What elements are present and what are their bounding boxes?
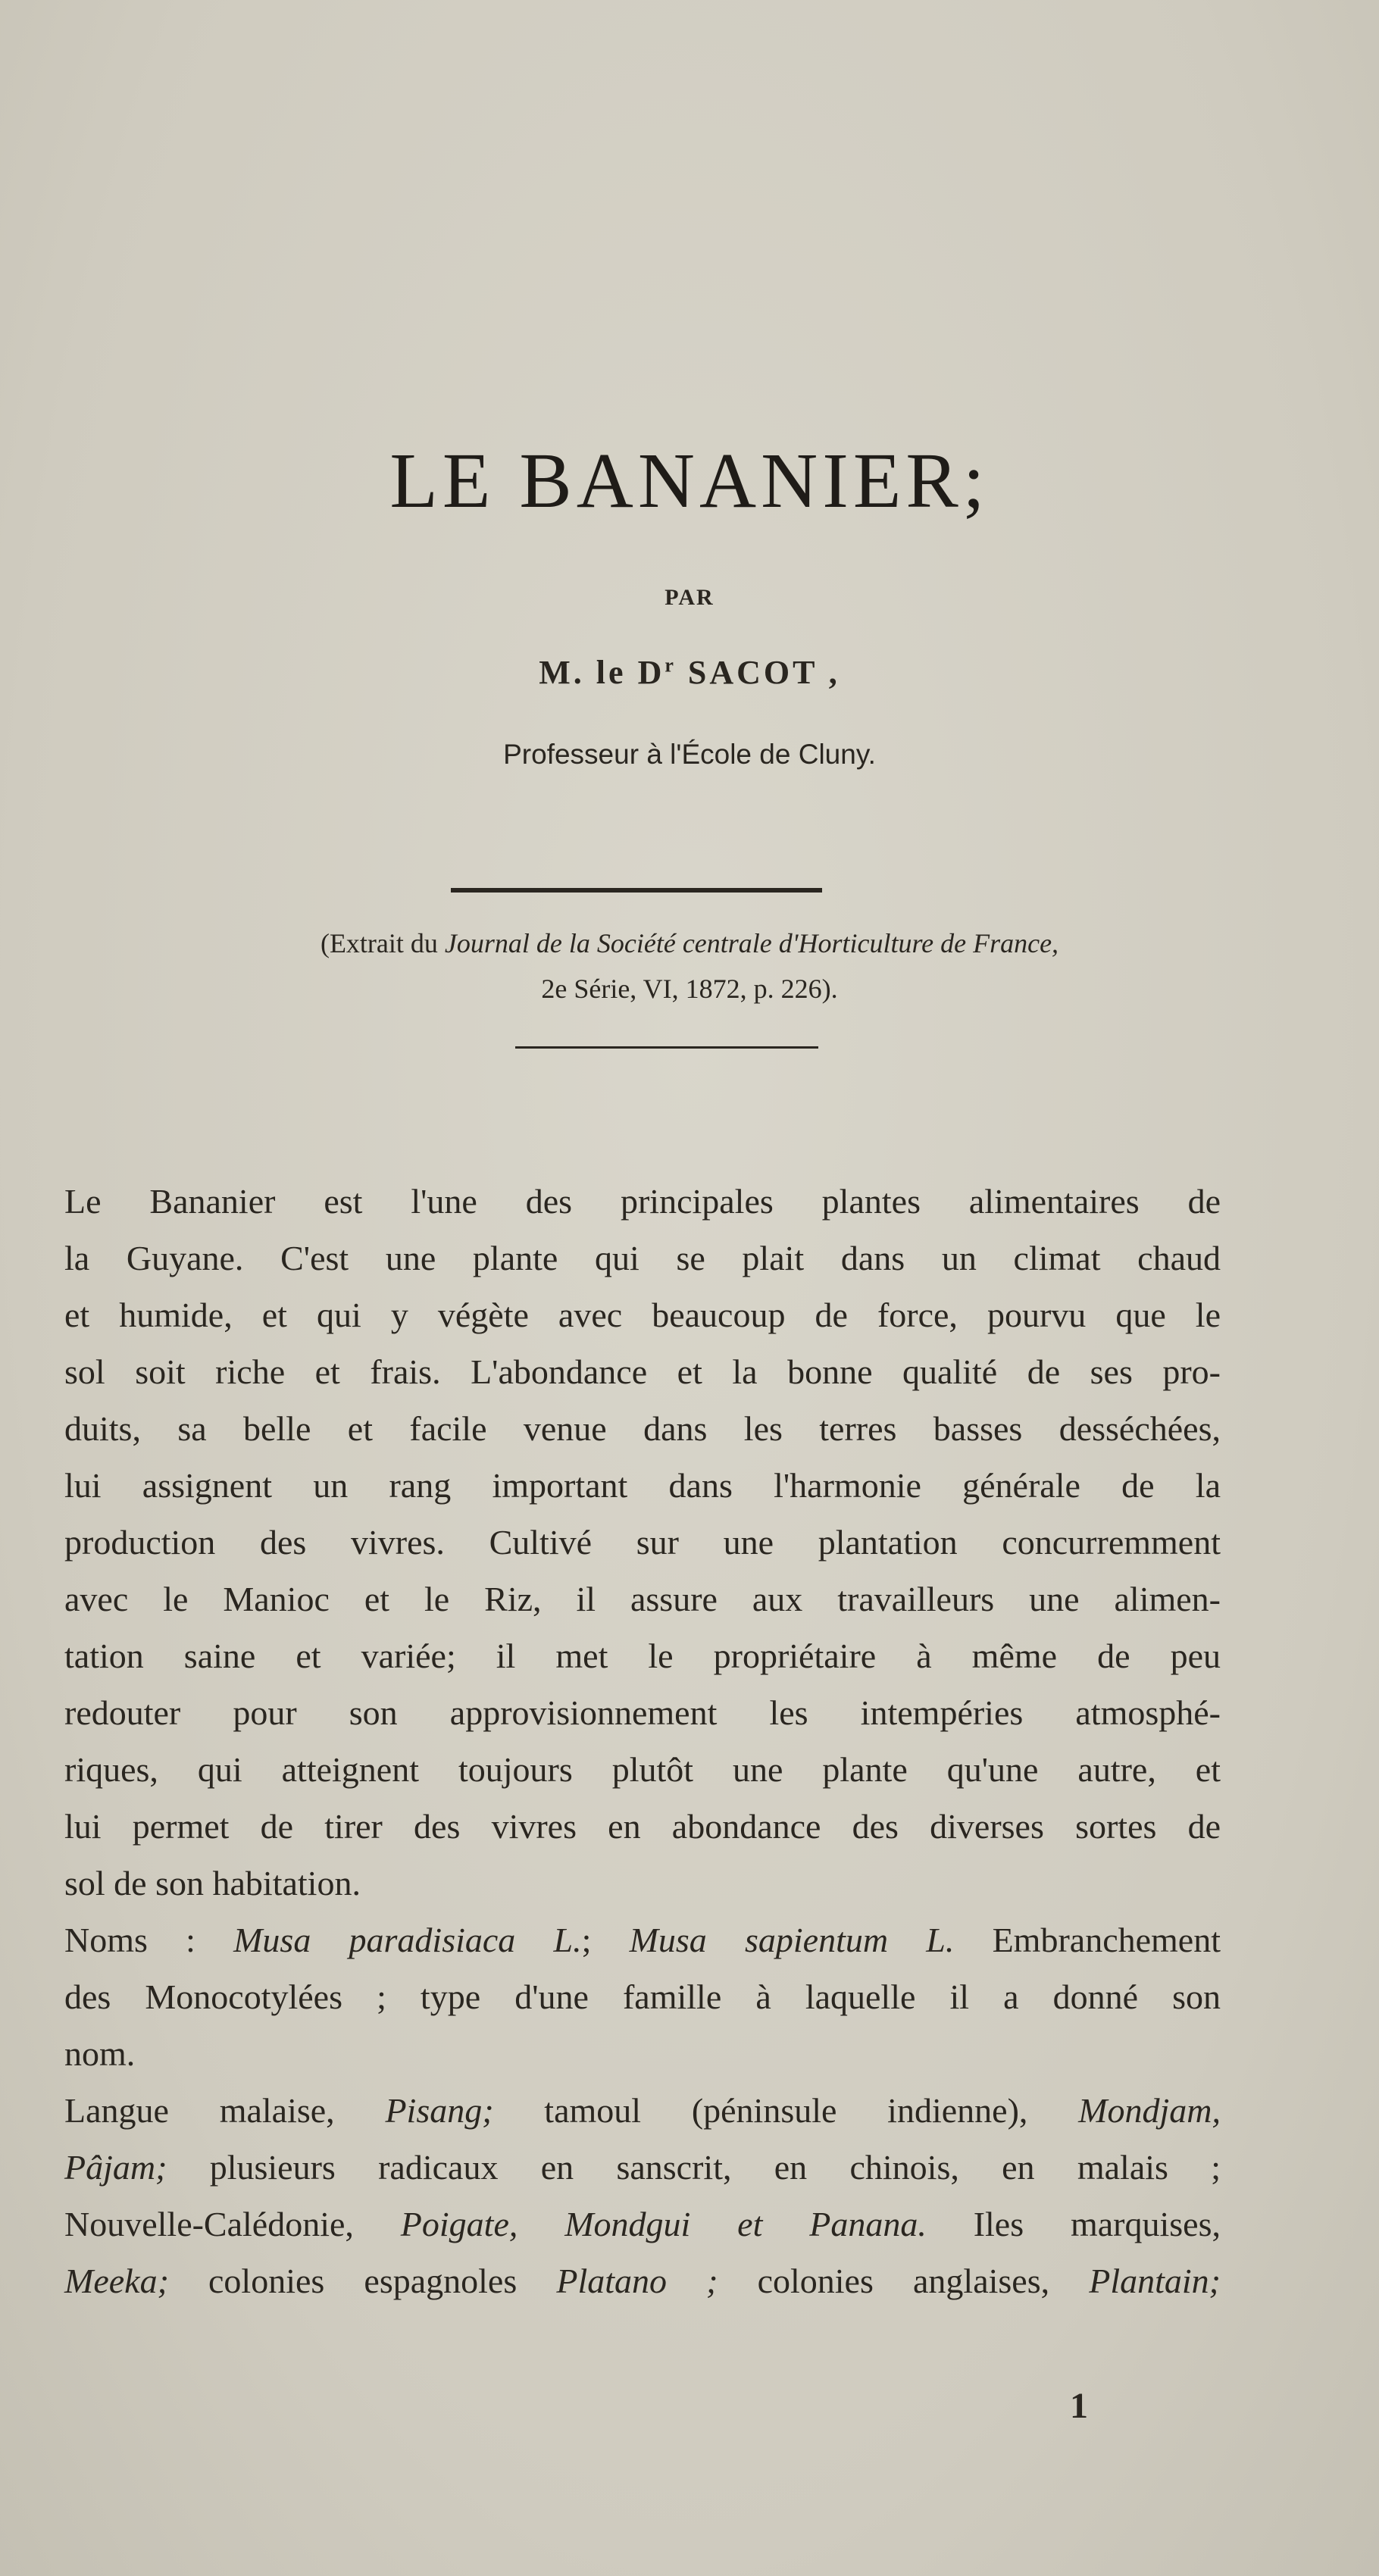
text-line: Meeka; colonies espagnoles Platano ; colonies anglaises, Plantain; bbox=[64, 2262, 1221, 2300]
text-line: redouter pour son approvisionnement les intempéries atmosphé- bbox=[64, 1693, 1221, 1732]
text-line: lui assignent un rang important dans l'harmonie générale de la bbox=[64, 1466, 1221, 1505]
divider-rule bbox=[515, 1046, 818, 1049]
divider-rule bbox=[451, 888, 822, 893]
page-number: 1 bbox=[1070, 2386, 1088, 2426]
text-line: des Monocotylées ; type d'une famille à laquelle il a donné son bbox=[64, 1977, 1221, 2016]
page-title: LE BANANIER; bbox=[389, 437, 990, 524]
text-line: lui permet de tirer des vivres en abondance des diverses sortes de bbox=[64, 1807, 1221, 1846]
text-line: Langue malaise, Pisang; tamoul (péninsule indienne), Mondjam, bbox=[64, 2091, 1221, 2130]
text-line: riques, qui atteignent toujours plutôt une plante qu'une autre, et bbox=[64, 1750, 1221, 1789]
source-citation: (Extrait du Journal de la Société centrale d'Horticulture de France, 2e Série, VI, 1872, p. 226). bbox=[320, 928, 1059, 1004]
text-line: Nouvelle-Calédonie, Poigate, Mondgui et Panana. Iles marquises, bbox=[64, 2205, 1221, 2243]
text-line: Pâjam; plusieurs radicaux en sanscrit, en chinois, en malais ; bbox=[64, 2148, 1221, 2187]
text-line: Noms : Musa paradisiaca L.; Musa sapientum L. Embranchement bbox=[64, 1921, 1221, 1959]
text-line: nom. bbox=[64, 2034, 136, 2073]
byline-par: PAR bbox=[664, 585, 715, 610]
text-line: Le Bananier est l'une des principales plantes alimentaires de bbox=[64, 1182, 1221, 1221]
text-line: production des vivres. Cultivé sur une plantation concurremment bbox=[64, 1523, 1221, 1562]
body-text bbox=[64, 1173, 1221, 2309]
author-name: M. le $D^r$ SACOT , bbox=[539, 654, 840, 691]
text-line: tation saine et variée; il met le propriétaire à même de peu bbox=[64, 1637, 1221, 1675]
text-line: et humide, et qui y végète avec beaucoup de force, pourvu que le bbox=[64, 1296, 1221, 1334]
text-line: avec le Manioc et le Riz, il assure aux travailleurs une alimen- bbox=[64, 1580, 1221, 1618]
text-line: la Guyane. C'est une plante qui se plait dans un climat chaud bbox=[64, 1239, 1221, 1277]
text-line: sol soit riche et frais. L'abondance et la bonne qualité de ses pro- bbox=[64, 1352, 1221, 1391]
text-line: sol de son habitation. bbox=[64, 1864, 361, 1902]
text-line: duits, sa belle et facile venue dans les terres basses desséchées, bbox=[64, 1409, 1221, 1448]
author-affiliation: Professeur à l'École de Cluny. bbox=[503, 739, 876, 770]
